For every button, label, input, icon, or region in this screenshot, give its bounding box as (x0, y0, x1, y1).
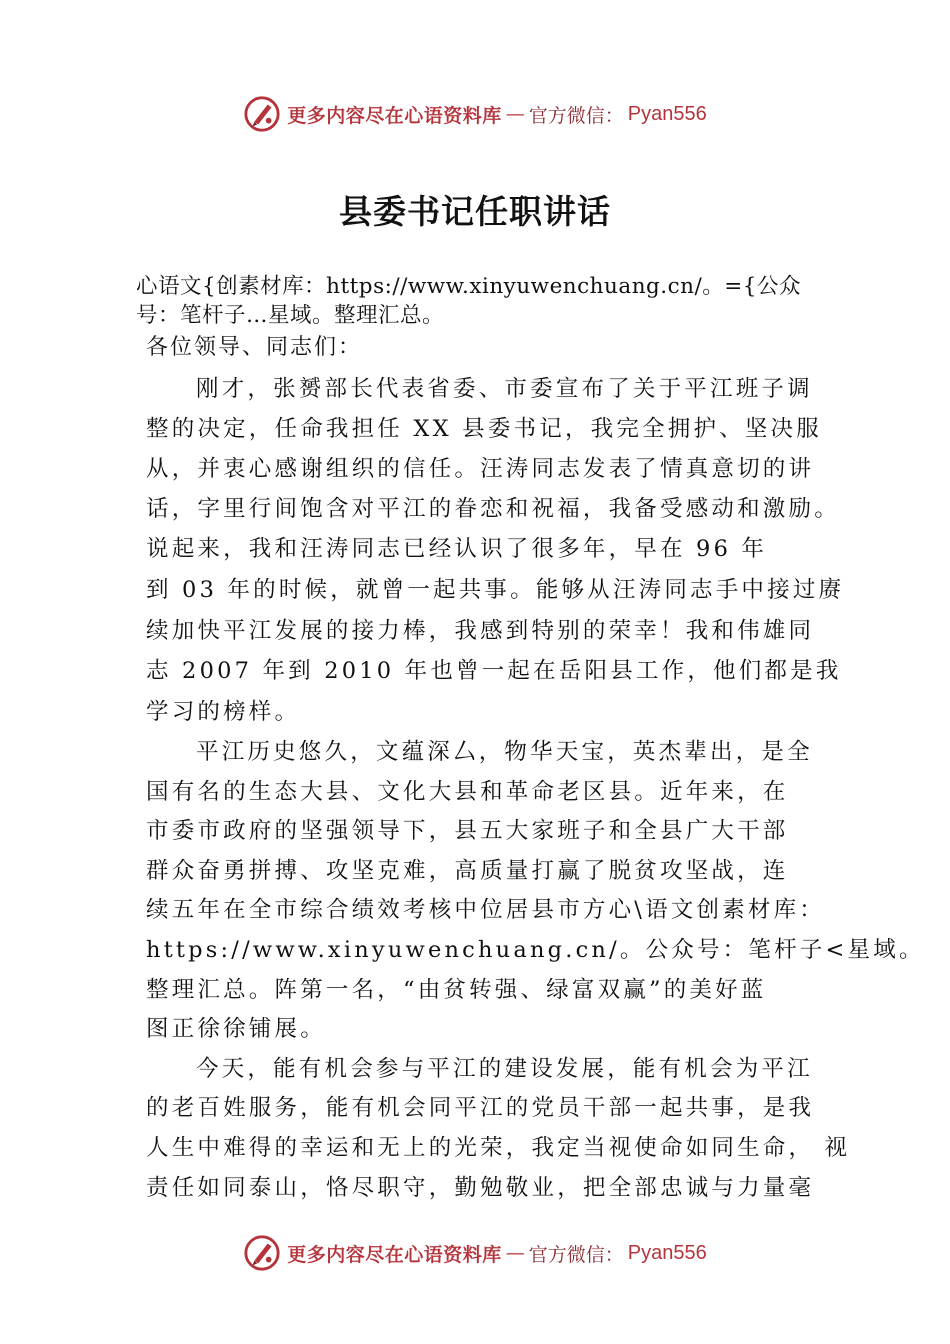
text-line: 平江历史悠久，文蕴深厶，物华天宝，英杰辈出，是全 (196, 739, 813, 765)
text-line: 今天，能有机会参与平江的建设发展，能有机会为平江 (196, 1056, 813, 1082)
source-note: 心语文{创素材库：https://www.xinyuwenchuang.cn/。={公众号：笔杆子…星域。整理汇总。 (136, 274, 801, 328)
text-line: 市委市政府的坚强领导下，县五大家班子和全县广大干部 (146, 818, 789, 844)
banner-separator: — (505, 1242, 525, 1264)
text-line: 国有名的生态大县、文化大县和革命老区县。近年来，在 (146, 779, 789, 805)
text-line: 学习的榜样。 (146, 699, 301, 725)
text-line: 群众奋勇拼搏、攻坚克难，高质量打赢了脱贫攻坚战，连 (146, 858, 789, 884)
banner-text: 更多内容尽在心语资料库 (287, 1243, 502, 1266)
text-line: 志 2007 年到 2010 年也曾一起在岳阳县工作，他们都是我 (146, 658, 842, 684)
banner-wechat-label: 官方微信： (528, 104, 624, 127)
text-line: https://www.xinyuwenchuang.cn/。公众号：笔杆子<星域。 (146, 937, 925, 963)
text-line: 整理汇总。阵第一名，“由贫转强、绿富双赢”的美好蓝 (146, 977, 767, 1003)
banner-wechat-label: 官方微信： (528, 1243, 624, 1266)
text-line: 责任如同泰山，恪尽职守，勤勉敬业，把全部忠诚与力量毫 (146, 1175, 815, 1201)
text-line: 续五年在全市综合绩效考核中位居县市方心\语文创素材库： (146, 897, 825, 923)
text-line: 话，字里行间饱含对平江的眷恋和祝福，我备受感动和激励。 (146, 496, 840, 522)
text-line: 到 03 年的时候，就曾一起共事。能够从汪涛同志手中接过赓 (146, 577, 845, 603)
banner-wechat-id: Pyan556 (627, 1241, 707, 1264)
document-title: 县委书记任职讲话 (339, 192, 611, 231)
text-line: 续加快平江发展的接力棒，我感到特别的荣幸！我和伟雄同 (146, 618, 815, 644)
salutation: 各位领导、同志们： (146, 335, 363, 360)
footer-banner (0, 1233, 950, 1273)
text-line: 图正徐徐铺展。 (146, 1016, 326, 1042)
text-line: 刚才，张赟部长代表省委、市委宣布了关于平江班子调 (196, 376, 813, 402)
pen-logo-icon (243, 95, 281, 133)
banner-text: 更多内容尽在心语资料库 (287, 104, 502, 127)
text-line: 人生中难得的幸运和无上的光荣，我定当视使命如同生命， 视 (146, 1135, 851, 1161)
text-line: 整的决定，任命我担任 XX 县委书记，我完全拥护、坚决服 (146, 416, 822, 442)
text-line: 说起来，我和汪涛同志已经认识了很多年，早在 96 年 (146, 536, 768, 562)
banner-wechat-id: Pyan556 (627, 102, 707, 125)
banner-separator: — (505, 103, 525, 125)
pen-logo-icon (243, 1234, 281, 1272)
text-line: 的老百姓服务，能有机会同平江的党员干部一起共事，是我 (146, 1095, 815, 1121)
text-line: 从，并衷心感谢组织的信任。汪涛同志发表了情真意切的讲 (146, 456, 815, 482)
header-banner (0, 94, 950, 134)
